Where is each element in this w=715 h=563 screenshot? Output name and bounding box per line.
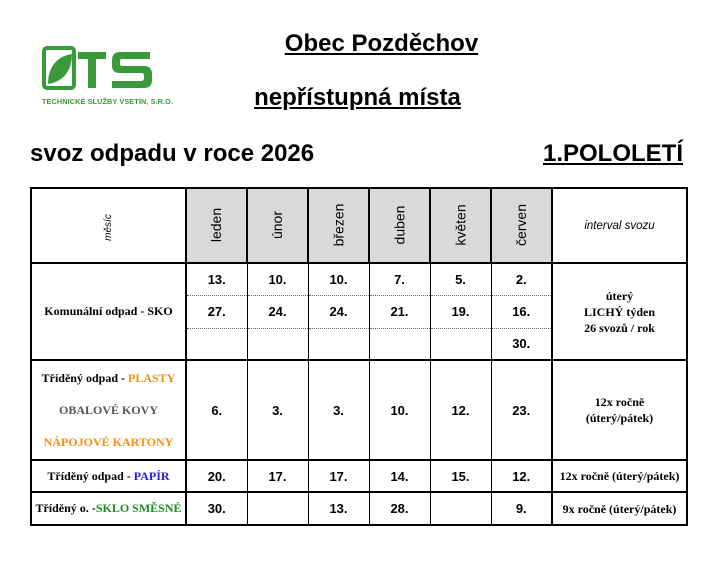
period-heading: 1.POLOLETÍ bbox=[542, 140, 683, 167]
table-row bbox=[31, 460, 687, 492]
table-cell: 16. bbox=[491, 295, 552, 328]
table-cell: 10. bbox=[247, 263, 308, 295]
table-cell: 24. bbox=[247, 295, 308, 328]
table-cell: 10. bbox=[369, 360, 430, 460]
table-row bbox=[31, 492, 687, 525]
table-cell: 27. bbox=[186, 295, 247, 328]
papir-label-color: PAPÍR bbox=[133, 468, 170, 483]
month-header: březen bbox=[308, 188, 369, 263]
month-header: červen bbox=[491, 188, 552, 263]
table-cell bbox=[247, 328, 308, 360]
month-header: květen bbox=[430, 188, 491, 263]
table-cell: 2. bbox=[491, 263, 552, 295]
table-cell: 12. bbox=[491, 460, 552, 492]
table-cell: 30. bbox=[491, 328, 552, 360]
table-cell: 3. bbox=[247, 360, 308, 460]
table-cell bbox=[186, 328, 247, 360]
sklo-label: Tříděný o. -SKLO SMĚSNÉ bbox=[31, 492, 186, 525]
table-cell: 13. bbox=[186, 263, 247, 295]
sklo-interval: 9x ročně (úterý/pátek) bbox=[552, 492, 687, 525]
kartony-label: NÁPOJOVÉ KARTONY bbox=[43, 435, 174, 449]
month-header: leden bbox=[186, 188, 247, 263]
month-header: únor bbox=[247, 188, 308, 263]
schedule-heading: svoz odpadu v roce 2026 bbox=[30, 140, 315, 167]
table-cell: 9. bbox=[491, 492, 552, 525]
sklo-label-color: SKLO SMĚSNÉ bbox=[95, 501, 182, 515]
schedule-table bbox=[30, 187, 688, 526]
papir-label: Tříděný odpad - PAPÍR bbox=[31, 460, 186, 492]
plasty-label: Tříděný odpad - PLASTY OBALOVÉ KOVY NÁPOJOVÉ KARTONY bbox=[31, 360, 186, 460]
table-cell: 3. bbox=[308, 360, 369, 460]
sko-interval: úterý LICHÝ týden 26 svozů / rok bbox=[552, 263, 687, 360]
table-cell: 17. bbox=[308, 460, 369, 492]
table-cell bbox=[247, 492, 308, 525]
table-cell: 23. bbox=[491, 360, 552, 460]
page-subtitle: nepřístupná místa bbox=[254, 84, 461, 111]
table-header-row bbox=[31, 188, 687, 263]
table-cell: 17. bbox=[247, 460, 308, 492]
table-cell bbox=[430, 328, 491, 360]
table-cell: 28. bbox=[369, 492, 430, 525]
interval-header: interval svozu bbox=[552, 188, 687, 263]
table-cell: 6. bbox=[186, 360, 247, 460]
plasty-interval: 12x ročně (úterý/pátek) bbox=[552, 360, 687, 460]
table-cell: 5. bbox=[430, 263, 491, 295]
table-cell: 13. bbox=[308, 492, 369, 525]
table-row bbox=[31, 360, 687, 460]
plasty-label-color: PLASTY bbox=[128, 371, 176, 385]
table-cell bbox=[430, 492, 491, 525]
table-cell: 24. bbox=[308, 295, 369, 328]
month-header: duben bbox=[369, 188, 430, 263]
table-cell: 20. bbox=[186, 460, 247, 492]
papir-interval: 12x ročně (úterý/pátek) bbox=[552, 460, 687, 492]
table-cell: 15. bbox=[430, 460, 491, 492]
table-cell: 21. bbox=[369, 295, 430, 328]
table-cell: 7. bbox=[369, 263, 430, 295]
table-cell: 12. bbox=[430, 360, 491, 460]
table-cell: 30. bbox=[186, 492, 247, 525]
page-title-obec: Obec Pozděchov bbox=[284, 30, 479, 57]
month-label-header: měsíc bbox=[31, 188, 186, 263]
table-row bbox=[31, 263, 687, 295]
table-cell: 14. bbox=[369, 460, 430, 492]
table-cell: 19. bbox=[430, 295, 491, 328]
table-cell: 10. bbox=[308, 263, 369, 295]
kovy-label: OBALOVÉ KOVY bbox=[58, 403, 158, 417]
table-cell bbox=[308, 328, 369, 360]
sko-label: Komunální odpad - SKO bbox=[31, 263, 186, 360]
logo-caption: TECHNICKÉ SLUŽBY VSETÍN, S.R.O. bbox=[42, 97, 174, 106]
table-cell bbox=[369, 328, 430, 360]
